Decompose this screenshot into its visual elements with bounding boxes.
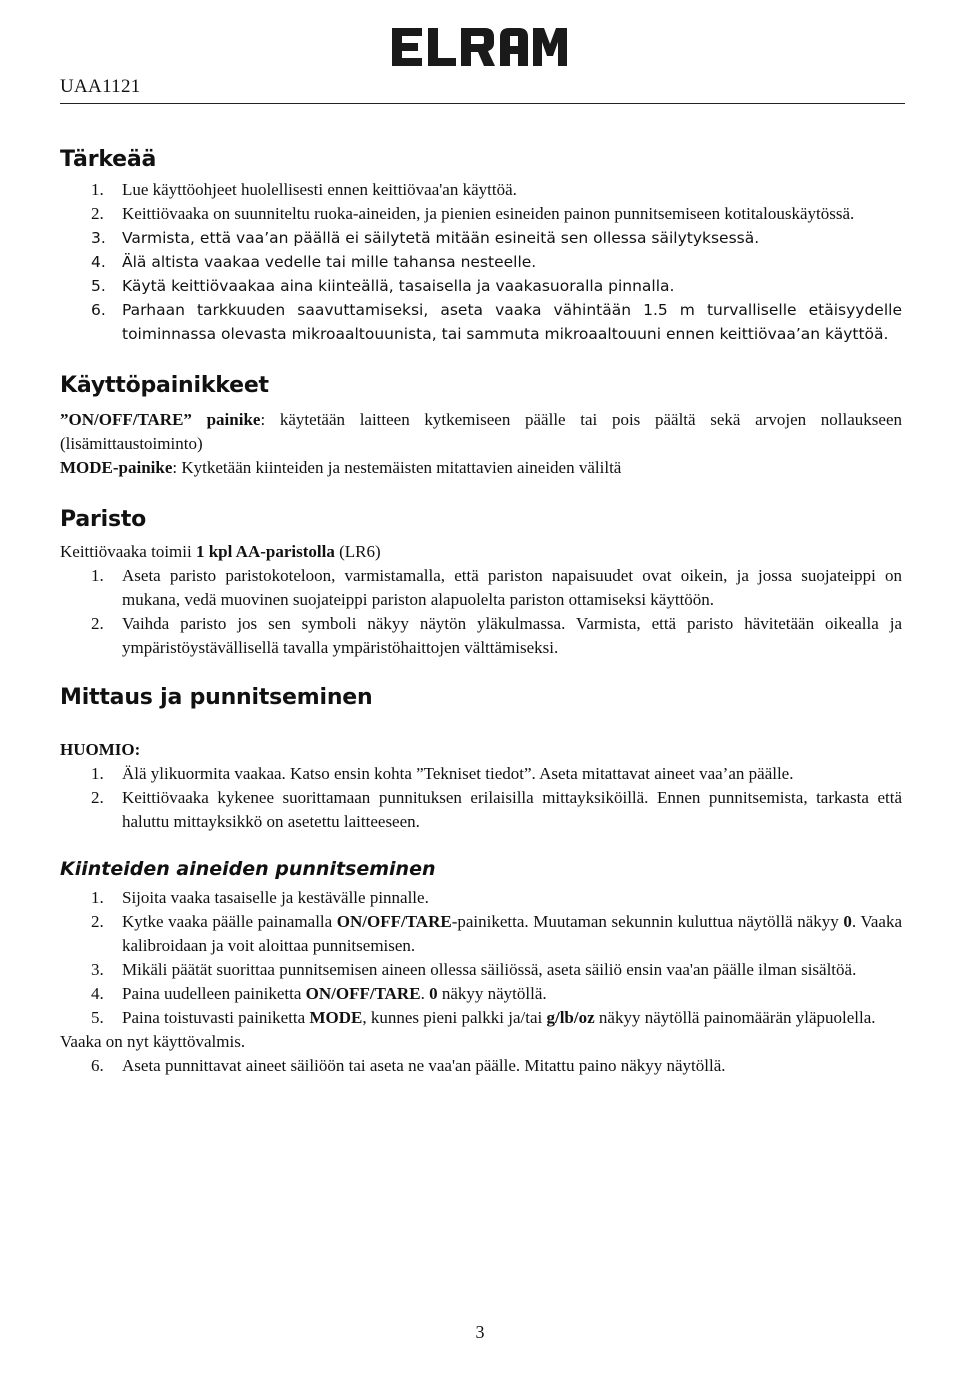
buttons-heading: Käyttöpainikkeet: [60, 373, 269, 398]
list-item: 1. Aseta paristo paristokoteloon, varmistamalla, että pariston napaisuudet ovat oikein, ja jossa suojateippi on mukana, vedä muovinen suojateippi pariston alapuolelta pariston ottamiseksi käyttöön.: [91, 566, 902, 609]
battery-list: [60, 564, 902, 660]
elram-logo: [388, 22, 570, 72]
list-item: 2. Keittiövaaka kykenee suorittamaan punnituksen erilaisilla mittayksiköillä. Ennen punnitsemista, tarkasta että haluttu mittayksikkö on asetettu laitteeseen.: [91, 788, 902, 831]
onoff-suffix: painike: [191, 410, 261, 429]
note-label: HUOMIO:: [60, 740, 141, 759]
battery-heading: Paristo: [60, 507, 147, 532]
document-code: UAA1121: [60, 76, 141, 97]
important-section: [60, 146, 902, 346]
measuring-heading: Mittaus ja punnitseminen: [60, 685, 373, 710]
ready-text: Vaaka on nyt käyttövalmis.: [60, 1032, 246, 1051]
battery-section: [60, 506, 902, 660]
measuring-section: [60, 684, 902, 834]
document-body: [60, 146, 902, 1078]
list-item: 4. Paina uudelleen painiketta ON/OFF/TARE. 0 näkyy näytöllä.: [91, 984, 547, 1003]
list-item: 2. Keittiövaaka on suunniteltu ruoka-aineiden, ja pienien esineiden painon punnitsemiseen kotitalouskäytössä.: [91, 204, 855, 223]
solids-section: [60, 856, 902, 1078]
list-item: 2. Vaihda paristo jos sen symboli näkyy näytön yläkulmassa. Varmista, että paristo hävitetään oikealla ja ympäristöystävällisellä tavalla ympäristöhaittojen välttämiseksi.: [91, 614, 902, 657]
solids-heading: Kiinteiden aineiden punnitseminen: [60, 858, 436, 880]
list-item: 3. Varmista, että vaa’an päällä ei säilytetä mitään esineitä sen ollessa säilytyksessä.: [91, 229, 760, 247]
buttons-section: [60, 372, 902, 480]
list-item: 5. Käytä keittiövaakaa aina kiinteällä, tasaisella ja vaakasuoralla pinnalla.: [91, 277, 675, 295]
list-item: 1. Älä ylikuormita vaakaa. Katso ensin kohta ”Tekniset tiedot”. Aseta mitattavat aineet vaa’an päälle.: [91, 764, 794, 783]
list-item: 1. Lue käyttöohjeet huolellisesti ennen keittiövaa'an käyttöä.: [91, 180, 517, 199]
page-number: 3: [475, 1322, 485, 1342]
mode-label: MODE-painike: [60, 458, 173, 477]
important-list: [60, 178, 902, 346]
list-item: 3. Mikäli päätät suorittaa punnitsemisen aineen ollessa säiliössä, aseta säiliö ensin vaa'an päälle ilman sisältöä.: [91, 960, 857, 979]
onoff-label: ”ON/OFF/TARE”: [60, 410, 192, 429]
list-item: 1. Sijoita vaaka tasaiselle ja kestävälle pinnalle.: [91, 888, 429, 907]
measuring-list: [60, 762, 902, 834]
list-item: 4. Älä altista vaakaa vedelle tai mille tahansa nesteelle.: [91, 253, 537, 271]
list-item: 6. Aseta punnittavat aineet säiliöön tai aseta ne vaa'an päälle. Mitattu paino näkyy näytöllä.: [91, 1056, 726, 1075]
onoff-description: ”ON/OFF/TARE” painike: käytetään laitteen kytkemiseen päälle tai pois päältä sekä arvojen nollaukseen (lisämittaustoiminto): [60, 410, 902, 453]
mode-description: MODE-painike: Kytketään kiinteiden ja nestemäisten mitattavien aineiden väliltä: [60, 458, 622, 477]
solids-list: [60, 886, 902, 1030]
important-heading: Tärkeää: [60, 147, 157, 172]
battery-intro: Keittiövaaka toimii 1 kpl AA-paristolla (LR6): [60, 542, 381, 561]
list-item: 2. Kytke vaaka päälle painamalla ON/OFF/TARE-painiketta. Muutaman sekunnin kuluttua näytöllä näkyy 0. Vaaka kalibroidaan ja voit aloittaa punnitsemisen.: [91, 912, 902, 955]
solids-list-continued: [60, 1054, 902, 1078]
list-item: 6. Parhaan tarkkuuden saavuttamiseksi, aseta vaaka vähintään 1.5 m turvalliselle etäisyydelle toiminnassa olevasta mikroaaltouunista, tai sammuta mikroaaltouuni ennen keittiövaa’an käyttöä.: [91, 301, 902, 343]
header-divider: [60, 103, 905, 104]
list-item: 5. Paina toistuvasti painiketta MODE, kunnes pieni palkki ja/tai g/lb/oz näkyy näytöllä painomäärän yläpuolella.: [91, 1008, 876, 1027]
